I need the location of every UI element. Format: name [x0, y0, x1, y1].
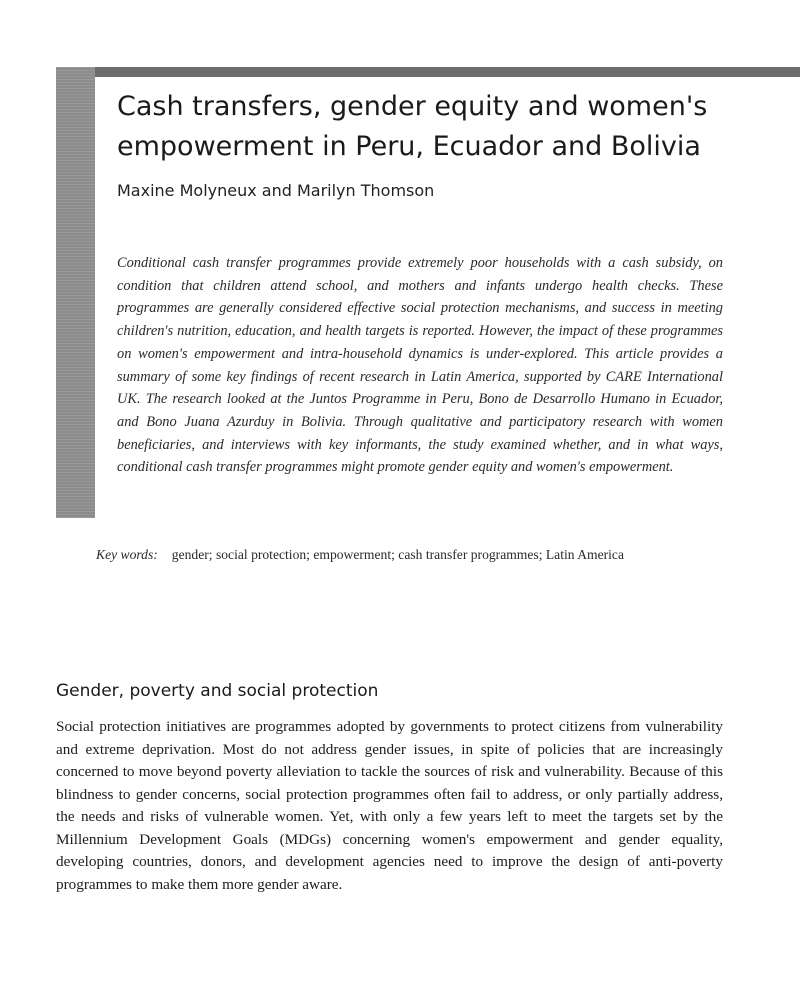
article-abstract: Conditional cash transfer programmes provide extremely poor households with a cash subsidy, on condition that children attend school, and mothers and infants undergo health checks. These programmes are generally considered effective social protection mechanisms, and success in meeting children's nutrition, education, and health targets is reported. However, the impact of these programmes on women's empowerment and intra-household dynamics is under-explored. This article provides a summary of some key findings of recent research in Latin America, supported by CARE International UK. The research looked at the Juntos Programme in Peru, Bono de Desarrollo Humano in Ecuador, and Bono Juana Azurduy in Bolivia. Through qualitative and participatory research with women beneficiaries, and interviews with key informants, the study examined whether, and in what ways, conditional cash transfer programmes might promote gender equity and women's empowerment. — [117, 255, 723, 476]
article-authors: Maxine Molyneux and Marilyn Thomson — [117, 181, 435, 200]
keywords-label: Key words: — [96, 547, 158, 562]
header-rule — [56, 67, 800, 77]
section-paragraph: Social protection initiatives are programmes adopted by governments to protect citizens from vulnerability and extreme deprivation. Most do not address gender issues, in spite of policies that are increasingly concerned to move beyond poverty alleviation to tackle the sources of risk and vulnerability. Because of this blindness to gender concerns, social protection programmes often fail to address, or only partially address, the needs and risks of vulnerable women. Yet, with only a few years left to meet the targets set by the Millennium Development Goals (MDGs) concerning women's empowerment and gender equality, developing countries, donors, and development agencies need to improve the design of anti-poverty programmes to make them more gender aware. — [56, 718, 723, 893]
keywords-line — [96, 545, 716, 564]
decorative-side-bar — [56, 67, 95, 518]
keywords-list: gender; social protection; empowerment; cash transfer programmes; Latin America — [171, 547, 625, 562]
section-heading: Gender, poverty and social protection — [56, 681, 379, 701]
article-title: Cash transfers, gender equity and women's empowerment in Peru, Ecuador and Bolivia — [117, 91, 708, 162]
